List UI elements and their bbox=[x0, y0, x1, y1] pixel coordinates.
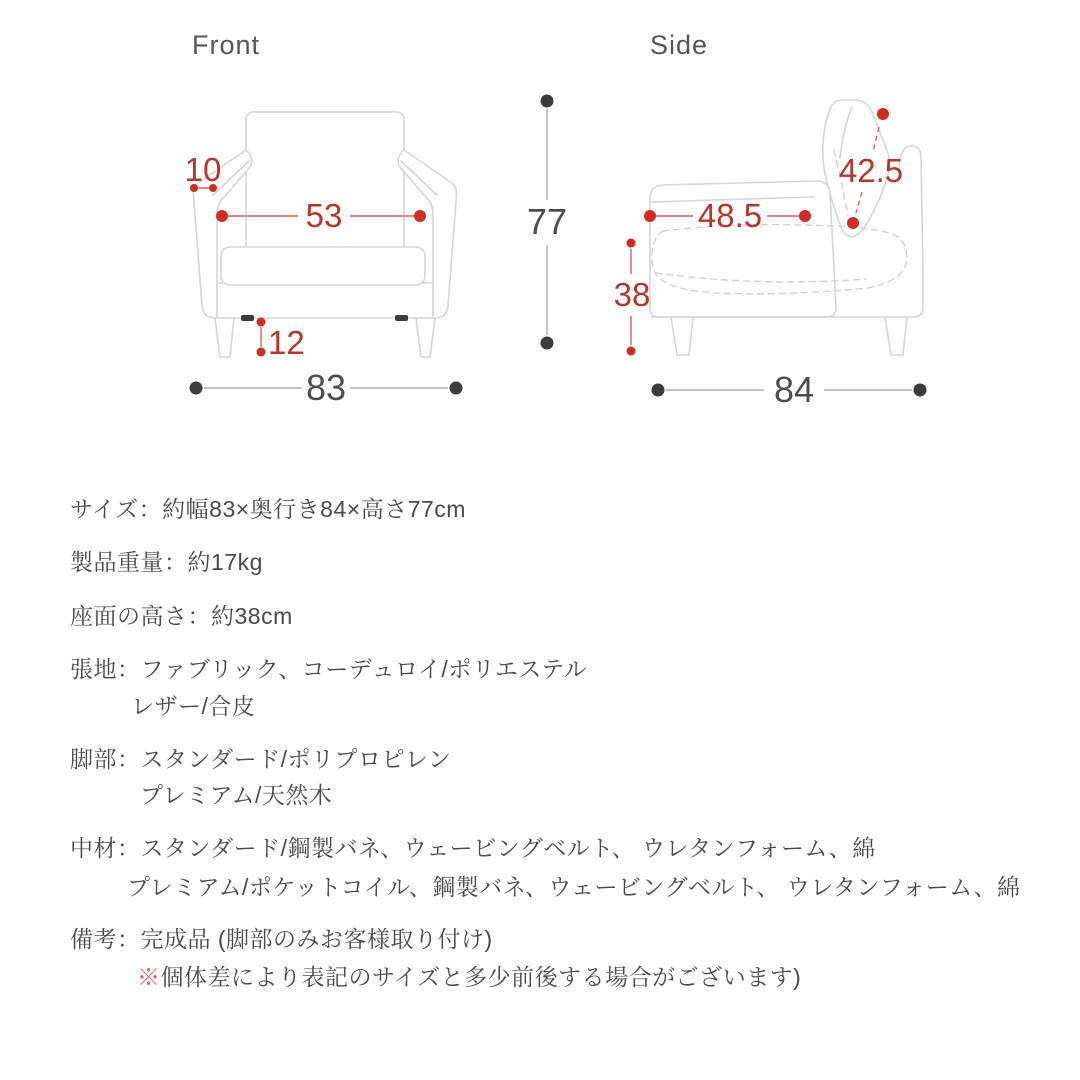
note-text: 個体差により表記のサイズと多少前後する場合がございます) bbox=[160, 964, 802, 990]
spec-upholstery-line2: レザー/合皮 bbox=[131, 693, 256, 719]
spec-weight: 製品重量：約17kg bbox=[70, 549, 263, 575]
front-armrest-width-value: 10 bbox=[184, 151, 222, 188]
side-view-label: Side bbox=[650, 30, 709, 60]
front-seat-inner-width-value: 53 bbox=[305, 197, 343, 234]
front-dim-armrest-width bbox=[185, 151, 222, 192]
note-asterisk-marker: ※ bbox=[137, 964, 161, 990]
spec-legs-line2: プレミアム/天然木 bbox=[140, 782, 333, 808]
spec-filling-line2: プレミアム/ポケットコイル、鋼製バネ、ウェービングベルト、 ウレタンフォーム、綿 bbox=[127, 874, 1021, 900]
front-right-leg bbox=[416, 318, 435, 357]
sofa-dimension-diagram bbox=[0, 0, 1080, 460]
side-dim-seat-height bbox=[614, 239, 651, 356]
front-right-glide bbox=[395, 315, 408, 321]
front-view-label: Front bbox=[192, 30, 261, 60]
front-dim-overall-height bbox=[527, 95, 567, 350]
front-left-leg bbox=[215, 318, 234, 357]
spec-seat-height: 座面の高さ：約38cm bbox=[70, 603, 293, 629]
side-back-leg bbox=[885, 317, 907, 355]
front-base-outline bbox=[217, 283, 433, 318]
spec-filling-line1: 中材：スタンダード/鋼製バネ、ウェービングベルト、 ウレタンフォーム、綿 bbox=[70, 835, 876, 861]
spec-size: サイズ：約幅83×奥行き84×高さ77cm bbox=[70, 496, 466, 522]
side-overall-depth-value: 84 bbox=[773, 369, 815, 410]
front-dim-leg-height bbox=[257, 318, 305, 362]
side-view bbox=[614, 30, 927, 410]
side-dim-overall-depth bbox=[652, 369, 927, 410]
side-seat-height-value: 38 bbox=[613, 276, 651, 313]
side-seat-depth-value: 48.5 bbox=[697, 197, 763, 234]
spec-upholstery-line1: 張地：ファブリック、コーデュロイ/ポリエステル bbox=[70, 656, 588, 682]
front-view bbox=[185, 30, 567, 408]
front-left-glide bbox=[241, 315, 254, 321]
spec-remarks-line1: 備考：完成品 (脚部のみお客様取り付け) bbox=[70, 926, 493, 952]
front-overall-height-value: 77 bbox=[526, 201, 568, 242]
side-front-leg bbox=[671, 317, 693, 355]
spec-remarks-note bbox=[137, 962, 801, 992]
front-seat-cushion-outline bbox=[221, 247, 425, 285]
front-dim-overall-width bbox=[190, 367, 463, 408]
side-backrest-length-value: 42.5 bbox=[838, 152, 904, 189]
front-leg-height-value: 12 bbox=[268, 324, 305, 361]
spec-legs-line1: 脚部：スタンダード/ポリプロピレン bbox=[70, 746, 452, 772]
front-overall-width-value: 83 bbox=[305, 367, 347, 408]
